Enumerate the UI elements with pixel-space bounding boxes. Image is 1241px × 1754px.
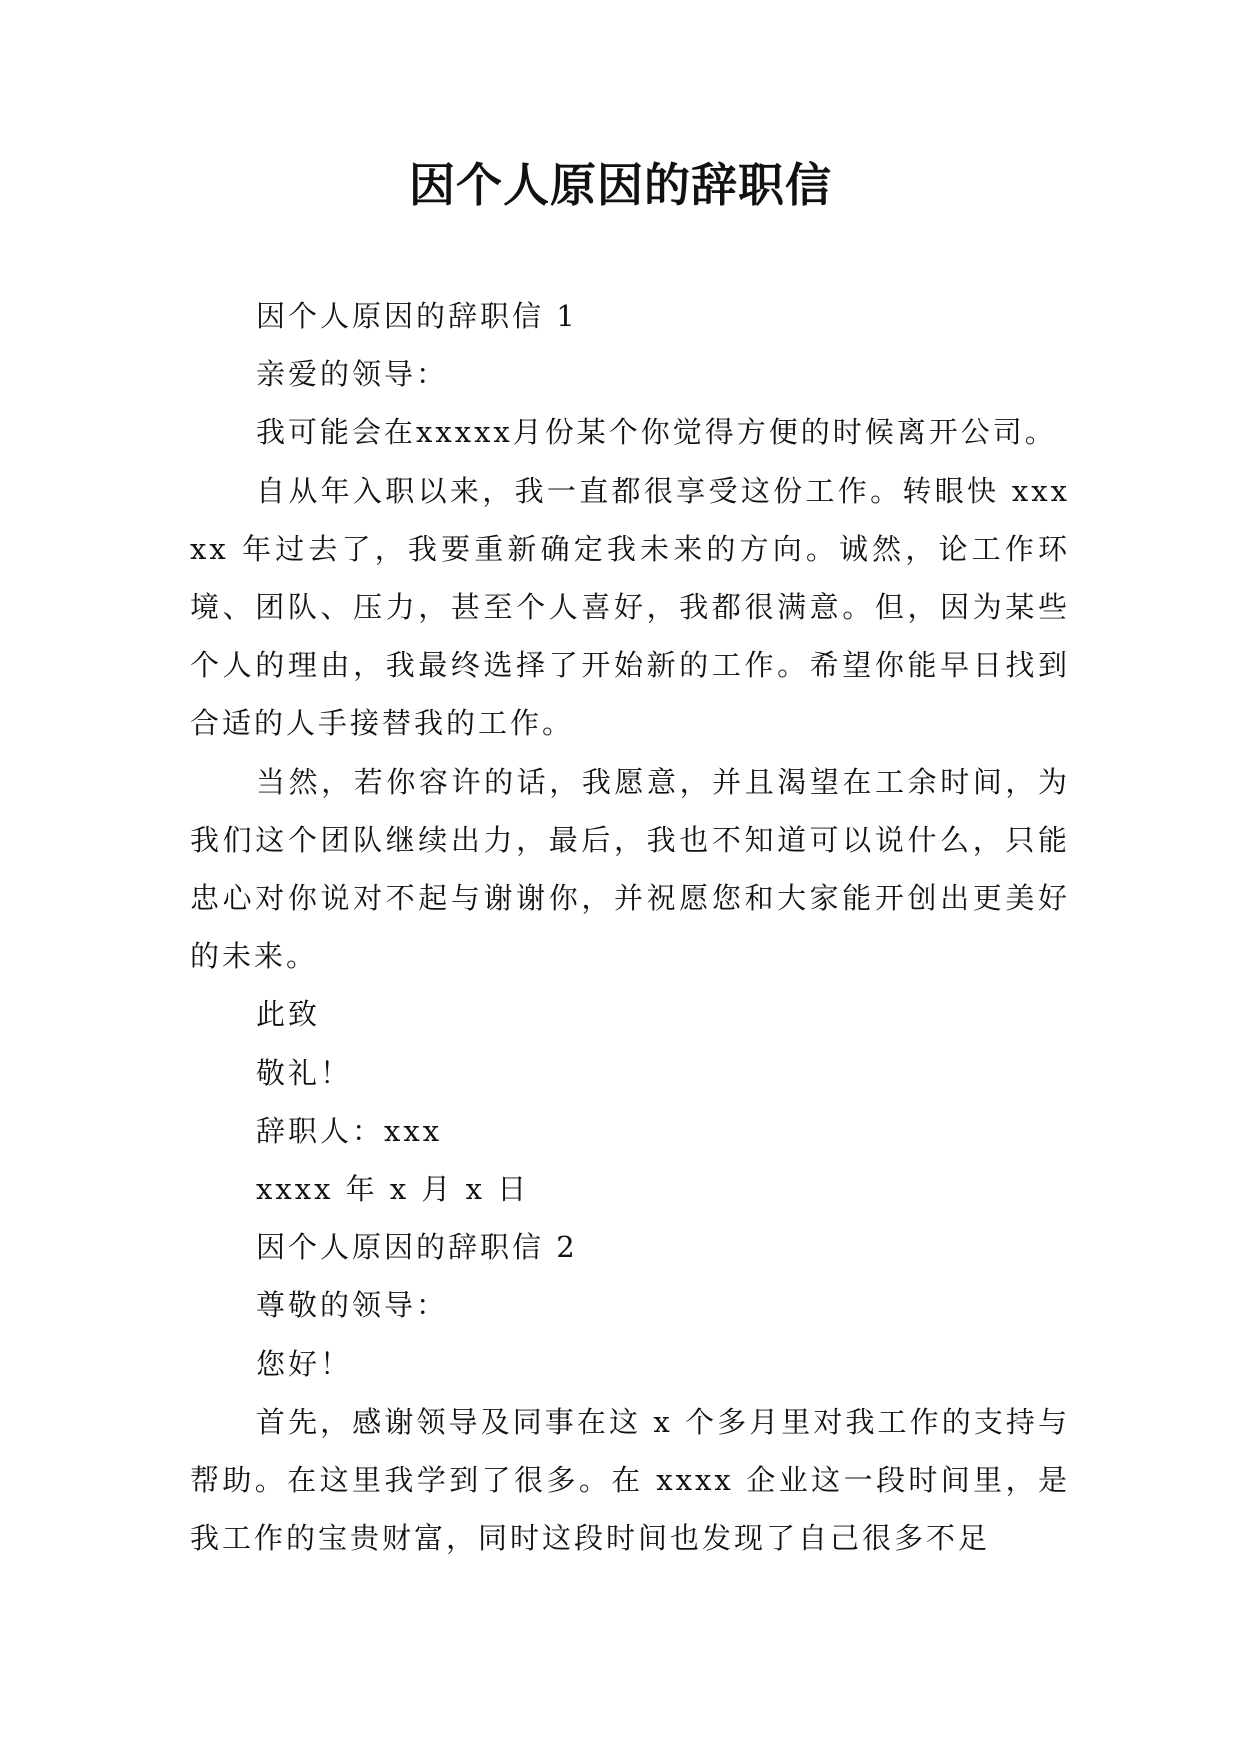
signature-line: 辞职人：xxx: [256, 1113, 443, 1148]
closing-salute: 敬礼！: [256, 1055, 353, 1090]
greeting: 您好！: [256, 1346, 353, 1381]
closing-phrase: 此致: [256, 997, 321, 1032]
document-body: [190, 287, 1070, 1567]
section-heading-1: 因个人原因的辞职信 1: [256, 299, 578, 333]
section-heading-2: 因个人原因的辞职信 2: [256, 1230, 578, 1265]
salutation-2: 尊敬的领导：: [256, 1288, 449, 1323]
salutation-1: 亲爱的领导：: [256, 357, 449, 392]
body-paragraph: 当然，若你容许的话，我愿意，并且渴望在工余时间，为我们这个团队继续出力，最后，我也不知道可以说什么，只能忠心对你说对不起与谢谢你，并祝愿您和大家能开创出更美好的未来。: [190, 764, 1070, 974]
document-title: 因个人原因的辞职信: [409, 158, 832, 212]
body-paragraph: 首先，感谢领导及同事在这 x 个多月里对我工作的支持与帮助。在这里我学到了很多。在 xxxx 企业这一段时间里，是我工作的宝贵财富，同时这段时间也发现了自己很多不足: [190, 1404, 1070, 1556]
body-paragraph: 自从年入职以来，我一直都很享受这份工作。转眼快 xxxxx 年过去了，我要重新确定我未来的方向。诚然，论工作环境、团队、压力，甚至个人喜好，我都很满意。但，因为某些个人的理由，我最终选择了开始新的工作。希望你能早日找到合适的人手接替我的工作。: [190, 473, 1070, 741]
date-line: xxxx 年 x 月 x 日: [256, 1172, 530, 1207]
body-paragraph: 我可能会在xxxxx月份某个你觉得方便的时候离开公司。: [256, 415, 1057, 450]
